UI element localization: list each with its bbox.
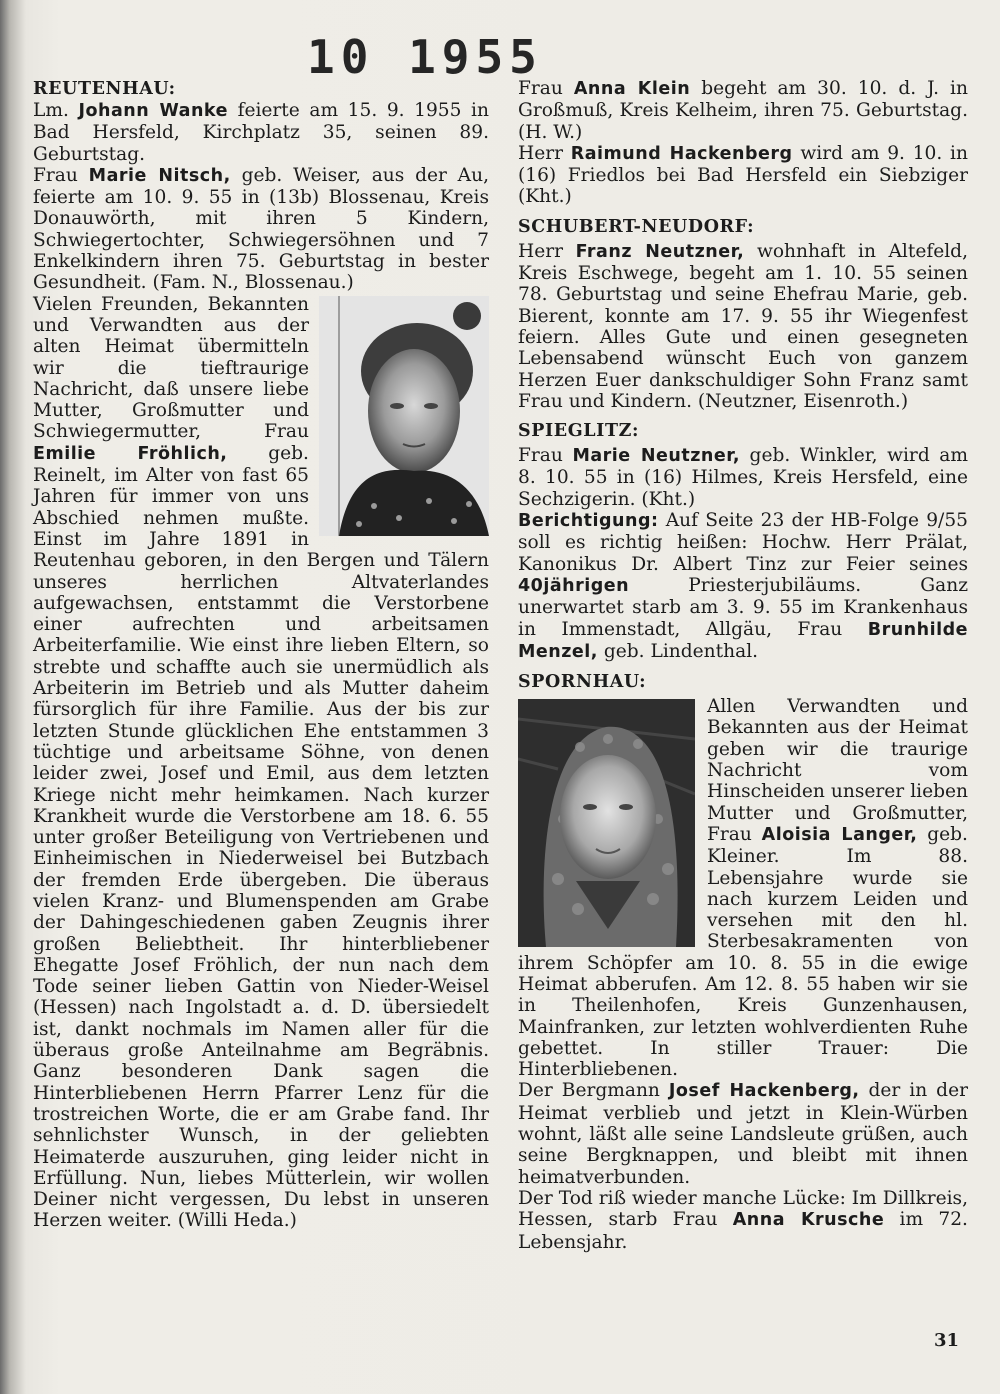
obituary-emilie-froehlich: Vielen Freunden, Bekannten und Verwandten aus der alten Heimat übermitteln wir die tieftraurige Nachricht, daß unsere liebe Mutter, Großmutter und Schwiegermutter, Frau Emilie Fröhlich, geb. Reinelt, im Alter von fast 65 Jahren für immer von uns Abschied nehmen mußte. Einst im Jahre 1891 in Reutenhau geboren, in den Bergen und Tälern unseres herrlichen Altvaterlandes aufgewachsen, entstammt die Verstorbene einer aufrechten und arbeitsamen Arbeiterfamilie. Wie einst ihre lieben Eltern, so strebte und schaffte auch sie unermüdlich als Arbeiterin im Betrieb und als Mutter daheim fürsorglich für ihre Familie. Aus der bis zur letzten Stunde glücklichen Ehe entstammen 3 tüchtige und arbeitsame Söhne, von denen leider zwei, Josef und Emil, aus dem letzten Kriege nicht mehr heimkamen. Nach kurzer Krankheit wurde die Verstorbene am 18. 6. 55 unter großer Beteiligung von Vertriebenen und Einheimischen in Niederweisel bei Butzbach der fremden Erde übergeben. Die überaus vielen Kranz- und Blumenspenden am Grabe der Dahingeschiedenen gaben Zeugnis ihrer großen Beliebtheit. Ihr hinterbliebener Ehegatte Josef Fröhlich, der nun nach dem Tode seiner lieben Gattin von Nieder-Weisel (Hessen) nach Ingolstadt a. d. D. übersiedelt ist, dankt nochmals im Namen aller für die überaus große Anteilnahme am Begräbnis. Ganz besonderen Dank sagen die Hinterbliebenen Herrn Pfarrer Lenz für die trostreichen Worte, die er am Grabe fand. Ihr sehnlichster Wunsch, in der geliebten Heimaterde auszuruhen, ging leider nicht in Erfüllung. Nun, liebes Mütterlein, wir wollen Deiner nicht vergessen, Du lebst in unseren Herzen weiter. (Willi Heda.) <box>33 293 489 1232</box>
notice-marie-nitsch: Frau Marie Nitsch, geb. Weiser, aus der Au, feierte am 10. 9. 55 in (13b) Blossenau, Kreis Donauwörth, mit ihren 5 Kindern, Schwiegertochter, Schwiegersöhnen und 7 Enkelkindern ihren 75. Geburtstag in bester Gesundheit. (Fam. N., Blossenau.) <box>33 164 489 294</box>
person-name: Franz Neutzner, <box>575 241 745 262</box>
obituary-aloisia-langer: Allen Verwandten und Bekannten aus der Heimat geben wir die traurige Nachricht vom Hinscheiden unserer lieben Mutter und Großmutter, Frau Aloisia Langer, geb. Kleiner. Im 88. Lebensjahre wurde sie nach kurzem Leiden und versehen mit den hl. Sterbesakramenten von ihrem Schöpfer am 10. 8. 55 in die ewige Heimat abberufen. Am 12. 8. 55 haben wir sie in Theilenhofen, Kreis Gunzenhausen, Mainfranken, zur letzten wohlverdienten Ruhe gebettet. In stiller Trauer: Die Hinterbliebenen. <box>518 696 968 1081</box>
notice-raimund-hackenberg: Herr Raimund Hackenberg wird am 9. 10. in (16) Friedlos bei Bad Hersfeld ein Siebziger (Kht.) <box>518 142 968 208</box>
correction-label: Berichtigung: <box>518 511 659 532</box>
correction-notice: Berichtigung: Auf Seite 23 der HB-Folge 9/55 soll es richtig heißen: Hochw. Herr Prälat, Kanonikus Dr. Albert Tinz zur Feier seines 40jährigen Priesterjubiläums. Ganz unerwartet starb am 3. 9. 55 im Krankenhaus in Immenstadt, Allgäu, Frau Brunhilde Menzel, geb. Lindenthal. <box>518 510 968 662</box>
date-stamp: 10 1955 <box>307 30 543 84</box>
section-heading-reutenhau: REUTENHAU: <box>33 79 176 99</box>
person-name: Anna Klein <box>573 79 691 99</box>
left-column <box>33 78 489 1232</box>
person-name: Aloisia Langer, <box>761 824 918 845</box>
person-name: Josef Hackenberg, <box>668 1081 860 1102</box>
person-name: Emilie Fröhlich, <box>33 443 228 464</box>
person-name: Marie Neutzner, <box>572 446 740 467</box>
person-name: Johann Wanke <box>78 101 228 121</box>
notice-anna-krusche: Der Tod riß wieder manche Lücke: Im Dillkreis, Hessen, starb Frau Anna Krusche im 72. Lebensjahr. <box>518 1187 968 1253</box>
notice-franz-neutzner: Herr Franz Neutzner, wohnhaft in Altefeld, Kreis Eschwege, begeht am 1. 10. 55 seinen 78. Geburtstag und seine Ehefrau Marie, geb. Bierent, konnte am 17. 9. 55 ihr Wiegenfest feiern. Alles Gute und einen gesegneten Lebensabend wünscht Euch von ganzem Herzen Euer dankschuldiger Sohn Franz samt Frau und Kindern. (Neutzner, Eisenroth.) <box>518 240 968 412</box>
portrait-photo-aloisia-langer <box>518 699 695 947</box>
section-heading-schubert-neudorf: SCHUBERT-NEUDORF: <box>518 216 755 237</box>
notice-josef-hackenberg: Der Bergmann Josef Hackenberg, der in der Heimat verblieb und jetzt in Klein-Würben wohnt, läßt alle seine Landsleute grüßen, auch seine Bergknappen, und bleibt mit ihnen heimatverbunden. <box>518 1080 968 1188</box>
page-number: 31 <box>934 1330 960 1351</box>
person-name: Brunhilde Menzel, <box>518 619 968 662</box>
portrait-photo-emilie-froehlich <box>319 296 489 536</box>
section-heading-spieglitz: SPIEGLITZ: <box>518 421 640 442</box>
right-column <box>518 78 968 1253</box>
person-name: Anna Krusche <box>732 1210 885 1231</box>
person-name: Marie Nitsch, <box>88 165 231 186</box>
notice-anna-klein: Frau Anna Klein begeht am 30. 10. d. J. in Großmuß, Kreis Kelheim, ihren 75. Geburtstag. (H. W.) <box>518 78 968 143</box>
notice-marie-neutzner: Frau Marie Neutzner, geb. Winkler, wird am 8. 10. 55 in (16) Hilmes, Kreis Hersfeld, eine Sechzigerin. (Kht.) <box>518 445 969 510</box>
notice-johann-wanke: Lm. Johann Wanke feierte am 15. 9. 1955 in Bad Hersfeld, Kirchplatz 35, seinen 89. Geburtstag. <box>33 100 489 165</box>
person-name: Raimund Hackenberg <box>570 143 793 164</box>
section-heading-spornhau: SPORNHAU: <box>518 672 647 693</box>
